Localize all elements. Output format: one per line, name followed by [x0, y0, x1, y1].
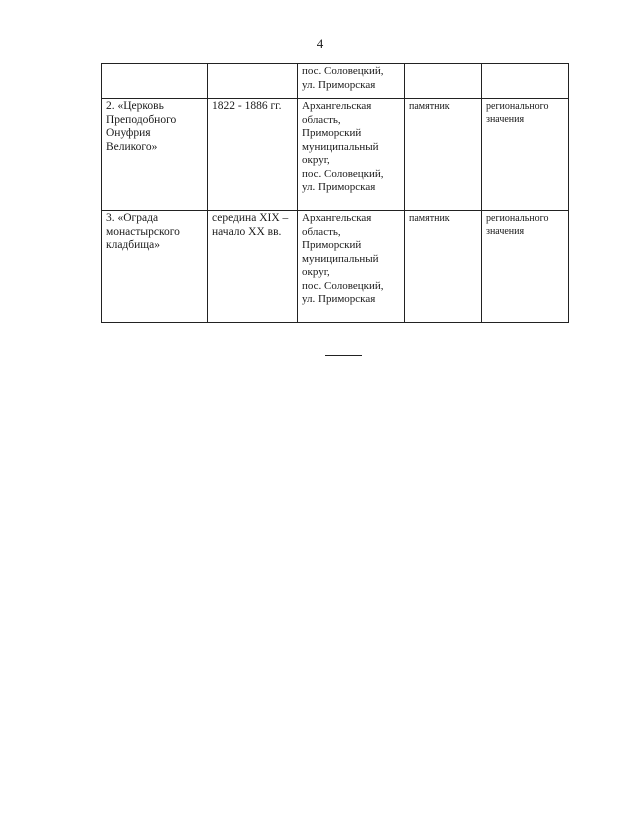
cell-date: середина XIX – начало XX вв.: [208, 211, 298, 323]
heritage-table: [101, 63, 569, 323]
cell-category: [482, 64, 569, 99]
cell-type: памятник: [405, 99, 482, 211]
cell-date: 1822 - 1886 гг.: [208, 99, 298, 211]
end-divider: [325, 355, 362, 356]
cell-name: 3. «Ограда монастырского кладбища»: [102, 211, 208, 323]
cell-type: [405, 64, 482, 99]
cell-name: [102, 64, 208, 99]
cell-type: памятник: [405, 211, 482, 323]
page-number: 4: [316, 36, 324, 51]
cell-location: Архангельская область, Приморский муниципальный округ, пос. Соловецкий, ул. Приморская: [298, 211, 405, 323]
cell-location: Архангельская область, Приморский муниципальный округ, пос. Соловецкий, ул. Приморская: [298, 99, 405, 211]
cell-category: регионального значения: [482, 211, 569, 323]
table-row-continuation: [102, 64, 569, 99]
cell-date: [208, 64, 298, 99]
cell-location: пос. Соловецкий, ул. Приморская: [298, 64, 405, 99]
cell-name: 2. «Церковь Преподобного Онуфрия Великого»: [102, 99, 208, 211]
table-row: [102, 211, 569, 323]
cell-category: регионального значения: [482, 99, 569, 211]
table-row: [102, 99, 569, 211]
